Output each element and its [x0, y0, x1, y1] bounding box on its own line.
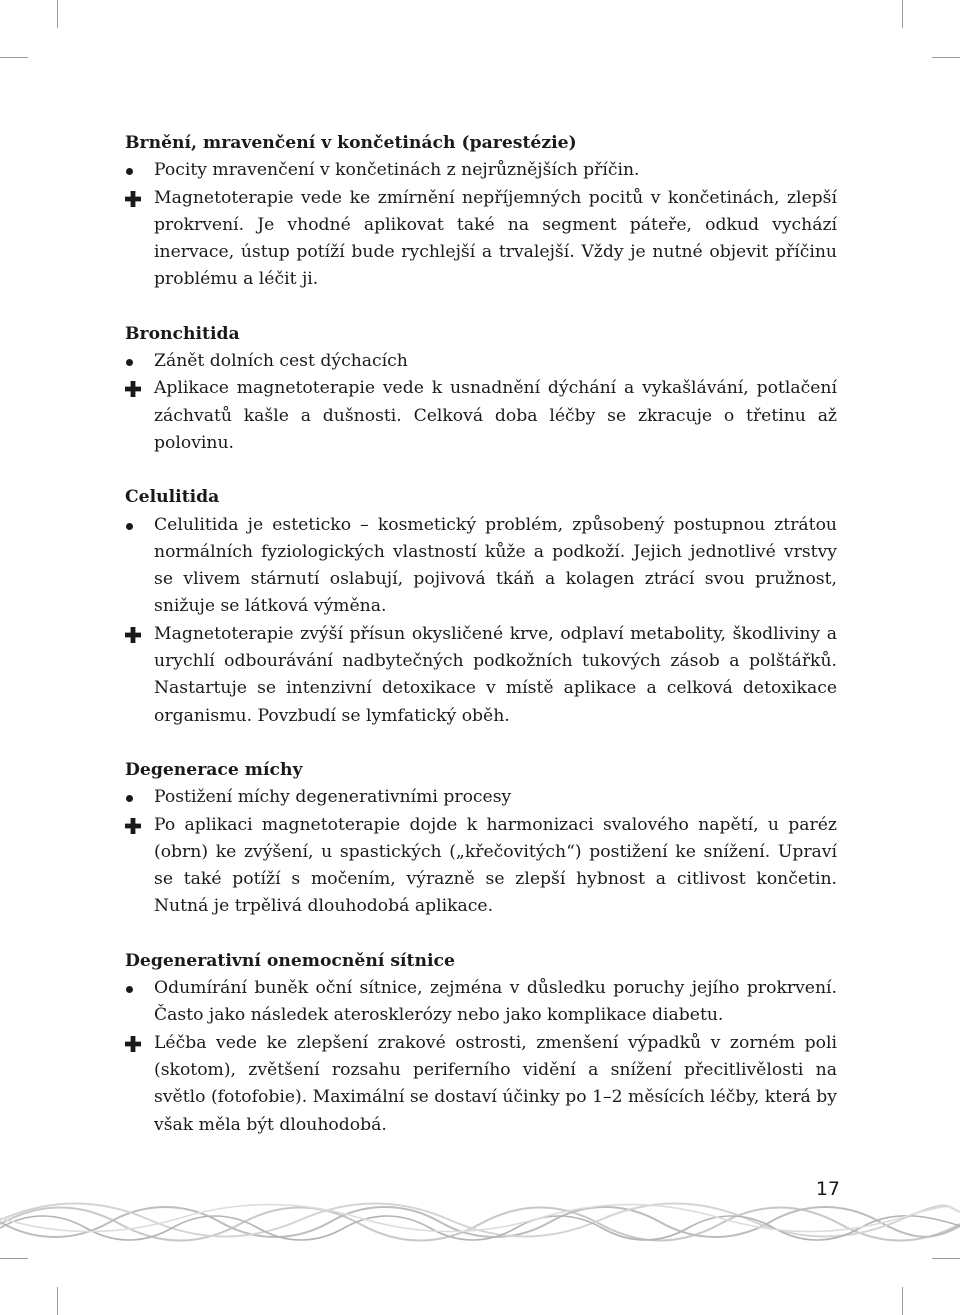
section-heading: Degenerace míchy	[125, 759, 303, 780]
crop-mark-top-left-vertical	[57, 0, 58, 28]
item-text: Pocity mravenčení v končetinách z nejrůznějších příčin.	[154, 160, 640, 181]
item-text: Odumírání buněk oční sítnice, zejména v důsledku poruchy jejího prokrvení. Často jako následek aterosklerózy nebo jako komplikace diabetu.	[154, 978, 837, 1026]
section-heading: Bronchitida	[125, 323, 240, 344]
page-content	[125, 130, 837, 1166]
symptom-item	[125, 784, 837, 811]
therapy-item	[125, 1030, 837, 1139]
bullet-dot-icon	[126, 795, 133, 802]
symptom-item	[125, 975, 837, 1030]
item-text: Léčba vede ke zlepšení zrakové ostrosti, zmenšení výpadků v zorném poli (skotom), zvětšení rozsahu periferního vidění a snížení přecitlivělosti na světlo (fotofobie). Maximální se dostaví účinky po 1–2 měsících léčby, která by však měla být dlouhodobá.	[154, 1032, 837, 1135]
item-text: Postižení míchy degenerativními procesy	[154, 787, 512, 808]
section	[125, 948, 837, 1139]
therapy-item	[125, 185, 837, 294]
page-number: 17	[815, 1178, 840, 1200]
symptom-item	[125, 157, 837, 184]
plus-cross-icon	[125, 1036, 141, 1052]
crop-mark-bottom-right-horizontal	[932, 1258, 960, 1259]
bullet-dot-icon	[126, 523, 133, 530]
item-text: Aplikace magnetoterapie vede k usnadnění dýchání a vykašlávání, potlačení záchvatů kašle a dušnosti. Celková doba léčby se zkracuje o třetinu až polovinu.	[154, 378, 837, 453]
therapy-item	[125, 375, 837, 457]
item-text: Celulitida je esteticko – kosmetický problém, způsobený postupnou ztrátou normálních fyziologických vlastností kůže a podkoží. Jejich jednotlivé vrstvy se vlivem stárnutí oslabují, pojivová tkáň a kolagen ztrácí svou pružnost, snižuje se látková výměna.	[154, 514, 837, 617]
bullet-dot-icon	[126, 168, 133, 175]
crop-mark-top-right-vertical	[902, 0, 903, 28]
crop-mark-bottom-left-vertical	[57, 1287, 58, 1315]
crop-mark-bottom-right-vertical	[902, 1287, 903, 1315]
item-text: Magnetoterapie zvýší přísun okysličené krve, odplaví metabolity, škodliviny a urychlí odbourávání nadbytečných podkožních tukových zásob a polštářků. Nastartuje se intenzivní detoxikace v místě aplikace a celková detoxikace organismu. Povzbudí se lymfatický oběh.	[154, 623, 837, 726]
plus-cross-icon	[125, 381, 141, 397]
section-heading: Degenerativní onemocnění sítnice	[125, 950, 455, 971]
therapy-item	[125, 621, 837, 730]
item-text: Zánět dolních cest dýchacích	[154, 351, 408, 372]
section	[125, 130, 837, 294]
item-text: Po aplikaci magnetoterapie dojde k harmonizaci svalového napětí, u paréz (obrn) ke zvýšení, u spastických („křečovitých“) postižení ke snížení. Upraví se také potíží s močením, výrazně se zlepší hybnost a citlivost končetin. Nutná je trpělivá dlouhodobá aplikace.	[154, 814, 837, 917]
section	[125, 484, 837, 730]
symptom-item	[125, 348, 837, 375]
plus-cross-icon	[125, 818, 141, 834]
item-text: Magnetoterapie vede ke zmírnění nepříjemných pocitů v končetinách, zlepší prokrvení. Je vhodné aplikovat také na segment páteře, odkud vychází inervace, ústup potíží bude rychlejší a trvalejší. Vždy je nutné objevit příčinu problému a léčit ji.	[154, 187, 837, 290]
crop-mark-top-right-horizontal	[932, 57, 960, 58]
crop-mark-bottom-left-horizontal	[0, 1258, 28, 1259]
symptom-item	[125, 512, 837, 621]
section-heading: Brnění, mravenčení v končetinách (parestézie)	[125, 133, 577, 153]
therapy-item	[125, 812, 837, 921]
bullet-dot-icon	[126, 986, 133, 993]
section	[125, 757, 837, 921]
plus-cross-icon	[125, 627, 141, 643]
wave-ornament	[0, 1192, 960, 1252]
bullet-dot-icon	[126, 359, 133, 366]
plus-cross-icon	[125, 191, 141, 207]
section	[125, 321, 837, 457]
crop-mark-top-left-horizontal	[0, 57, 28, 58]
section-heading: Celulitida	[125, 487, 220, 508]
